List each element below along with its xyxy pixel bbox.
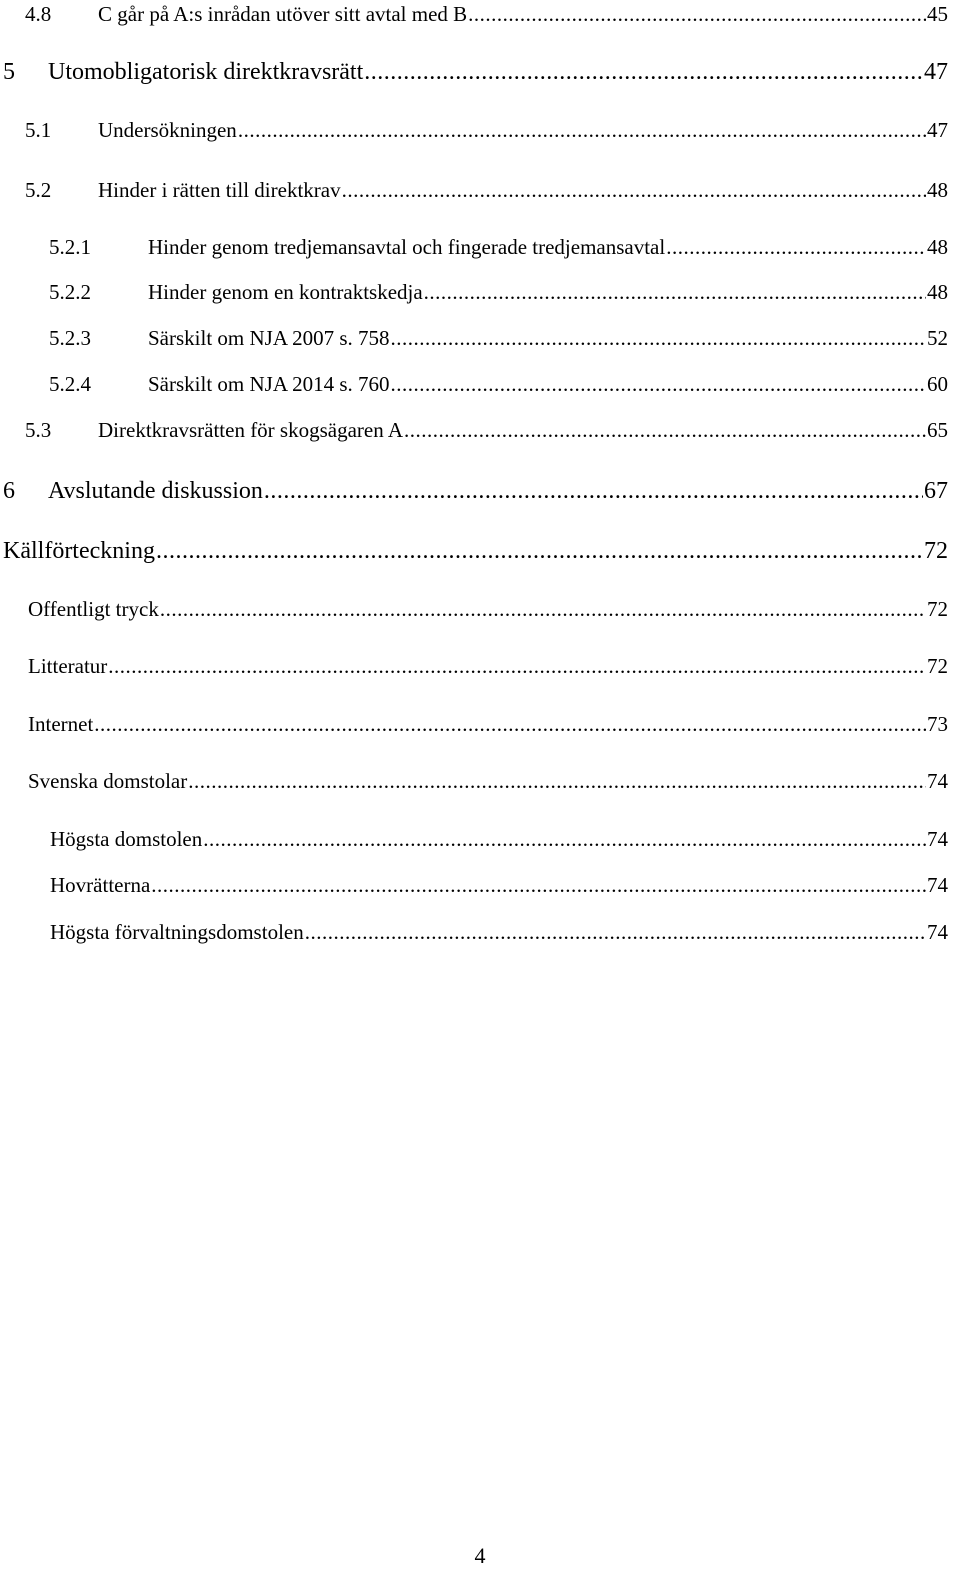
toc-entry-hovratterna[interactable] <box>50 875 948 896</box>
toc-entry-title: Direktkravsrätten för skogsägaren A <box>98 418 403 442</box>
toc-entry-page: 45 <box>927 2 948 26</box>
toc-entry-number: 5.2.1 <box>49 235 91 259</box>
toc-entry-page: 72 <box>927 597 948 621</box>
toc-entry-6[interactable] <box>3 479 948 503</box>
toc-dot-leader <box>305 922 926 943</box>
toc-entry-5-2-1[interactable] <box>49 237 948 258</box>
toc-entry-title: Särskilt om NJA 2007 s. 758 <box>148 326 390 350</box>
toc-entry-title: Utomobligatorisk direktkravsrätt <box>48 59 364 85</box>
toc-entry-title: Undersökningen <box>98 118 237 142</box>
toc-entry-page: 48 <box>927 280 948 304</box>
toc-entry-title: Hovrätterna <box>50 873 151 897</box>
toc-entry-title: C går på A:s inrådan utöver sitt avtal med B <box>98 2 468 26</box>
toc-entry-number: 5.2.4 <box>49 372 91 396</box>
toc-dot-leader <box>404 420 926 441</box>
toc-dot-leader <box>188 771 926 792</box>
toc-entry-page: 74 <box>927 920 948 944</box>
toc-entry-page: 74 <box>927 827 948 851</box>
toc-entry-5-1[interactable] <box>25 120 948 141</box>
toc-entry-page: 48 <box>927 235 948 259</box>
toc-entry-title: Offentligt tryck <box>28 597 159 621</box>
toc-entry-page: 47 <box>927 118 948 142</box>
toc-dot-leader <box>391 328 926 349</box>
toc-dot-leader <box>364 60 923 84</box>
toc-entry-page: 72 <box>927 654 948 678</box>
toc-entry-5-2-4[interactable] <box>49 374 948 395</box>
toc-dot-leader <box>666 237 926 258</box>
toc-entry-number: 5.2.3 <box>49 326 91 350</box>
toc-entry-4-8[interactable] <box>25 4 948 25</box>
toc-entry-page: 47 <box>924 59 948 85</box>
toc-dot-leader <box>238 120 926 141</box>
toc-dot-leader <box>156 539 923 563</box>
toc-dot-leader <box>264 479 923 503</box>
toc-entry-title: Högsta förvaltningsdomstolen <box>50 920 304 944</box>
toc-entry-title: Internet <box>28 712 94 736</box>
toc-entry-offentligt-tryck[interactable] <box>28 599 948 620</box>
toc-entry-litteratur[interactable] <box>28 656 948 677</box>
toc-entry-5[interactable] <box>3 60 948 84</box>
toc-entry-page: 72 <box>924 538 948 564</box>
toc-entry-page: 73 <box>927 712 948 736</box>
toc-entry-svenska-domstolar[interactable] <box>28 771 948 792</box>
toc-entry-page: 74 <box>927 769 948 793</box>
toc-dot-leader <box>151 875 926 896</box>
toc-entry-number: 5.2.2 <box>49 280 91 304</box>
toc-entry-title: Avslutande diskussion <box>48 478 263 504</box>
toc-entry-5-2[interactable] <box>25 180 948 201</box>
toc-entry-number: 6 <box>3 478 15 504</box>
toc-dot-leader <box>203 829 926 850</box>
toc-entry-kallforteckning[interactable] <box>3 539 948 563</box>
toc-entry-title: Källförteckning <box>3 538 155 564</box>
toc-entry-5-2-3[interactable] <box>49 328 948 349</box>
toc-entry-hogsta-forvaltningsdomstolen[interactable] <box>50 922 948 943</box>
toc-entry-number: 5 <box>3 59 15 85</box>
toc-entry-hogsta-domstolen[interactable] <box>50 829 948 850</box>
toc-entry-title: Svenska domstolar <box>28 769 188 793</box>
toc-dot-leader <box>108 656 926 677</box>
toc-entry-internet[interactable] <box>28 714 948 735</box>
toc-entry-page: 65 <box>927 418 948 442</box>
toc-entry-title: Hinder genom tredjemansavtal och fingerade tredjemansavtal <box>148 235 666 259</box>
toc-entry-5-2-2[interactable] <box>49 282 948 303</box>
toc-entry-page: 52 <box>927 326 948 350</box>
toc-entry-title: Högsta domstolen <box>50 827 203 851</box>
toc-entry-number: 5.3 <box>25 418 52 442</box>
page-number: 4 <box>474 1543 486 1568</box>
toc-dot-leader <box>94 714 926 735</box>
toc-entry-page: 60 <box>927 372 948 396</box>
toc-entry-number: 4.8 <box>25 2 52 26</box>
toc-entry-title: Hinder genom en kontraktskedja <box>148 280 423 304</box>
toc-entry-number: 5.1 <box>25 118 52 142</box>
toc-entry-title: Särskilt om NJA 2014 s. 760 <box>148 372 390 396</box>
toc-dot-leader <box>424 282 926 303</box>
toc-entry-page: 67 <box>924 478 948 504</box>
toc-dot-leader <box>391 374 926 395</box>
toc-dot-leader <box>160 599 926 620</box>
toc-entry-number: 5.2 <box>25 178 52 202</box>
toc-dot-leader <box>468 4 926 25</box>
toc-entry-title: Hinder i rätten till direktkrav <box>98 178 341 202</box>
toc-dot-leader <box>342 180 926 201</box>
toc-entry-title: Litteratur <box>28 654 108 678</box>
toc-entry-page: 74 <box>927 873 948 897</box>
toc-entry-5-3[interactable] <box>25 420 948 441</box>
toc-entry-page: 48 <box>927 178 948 202</box>
